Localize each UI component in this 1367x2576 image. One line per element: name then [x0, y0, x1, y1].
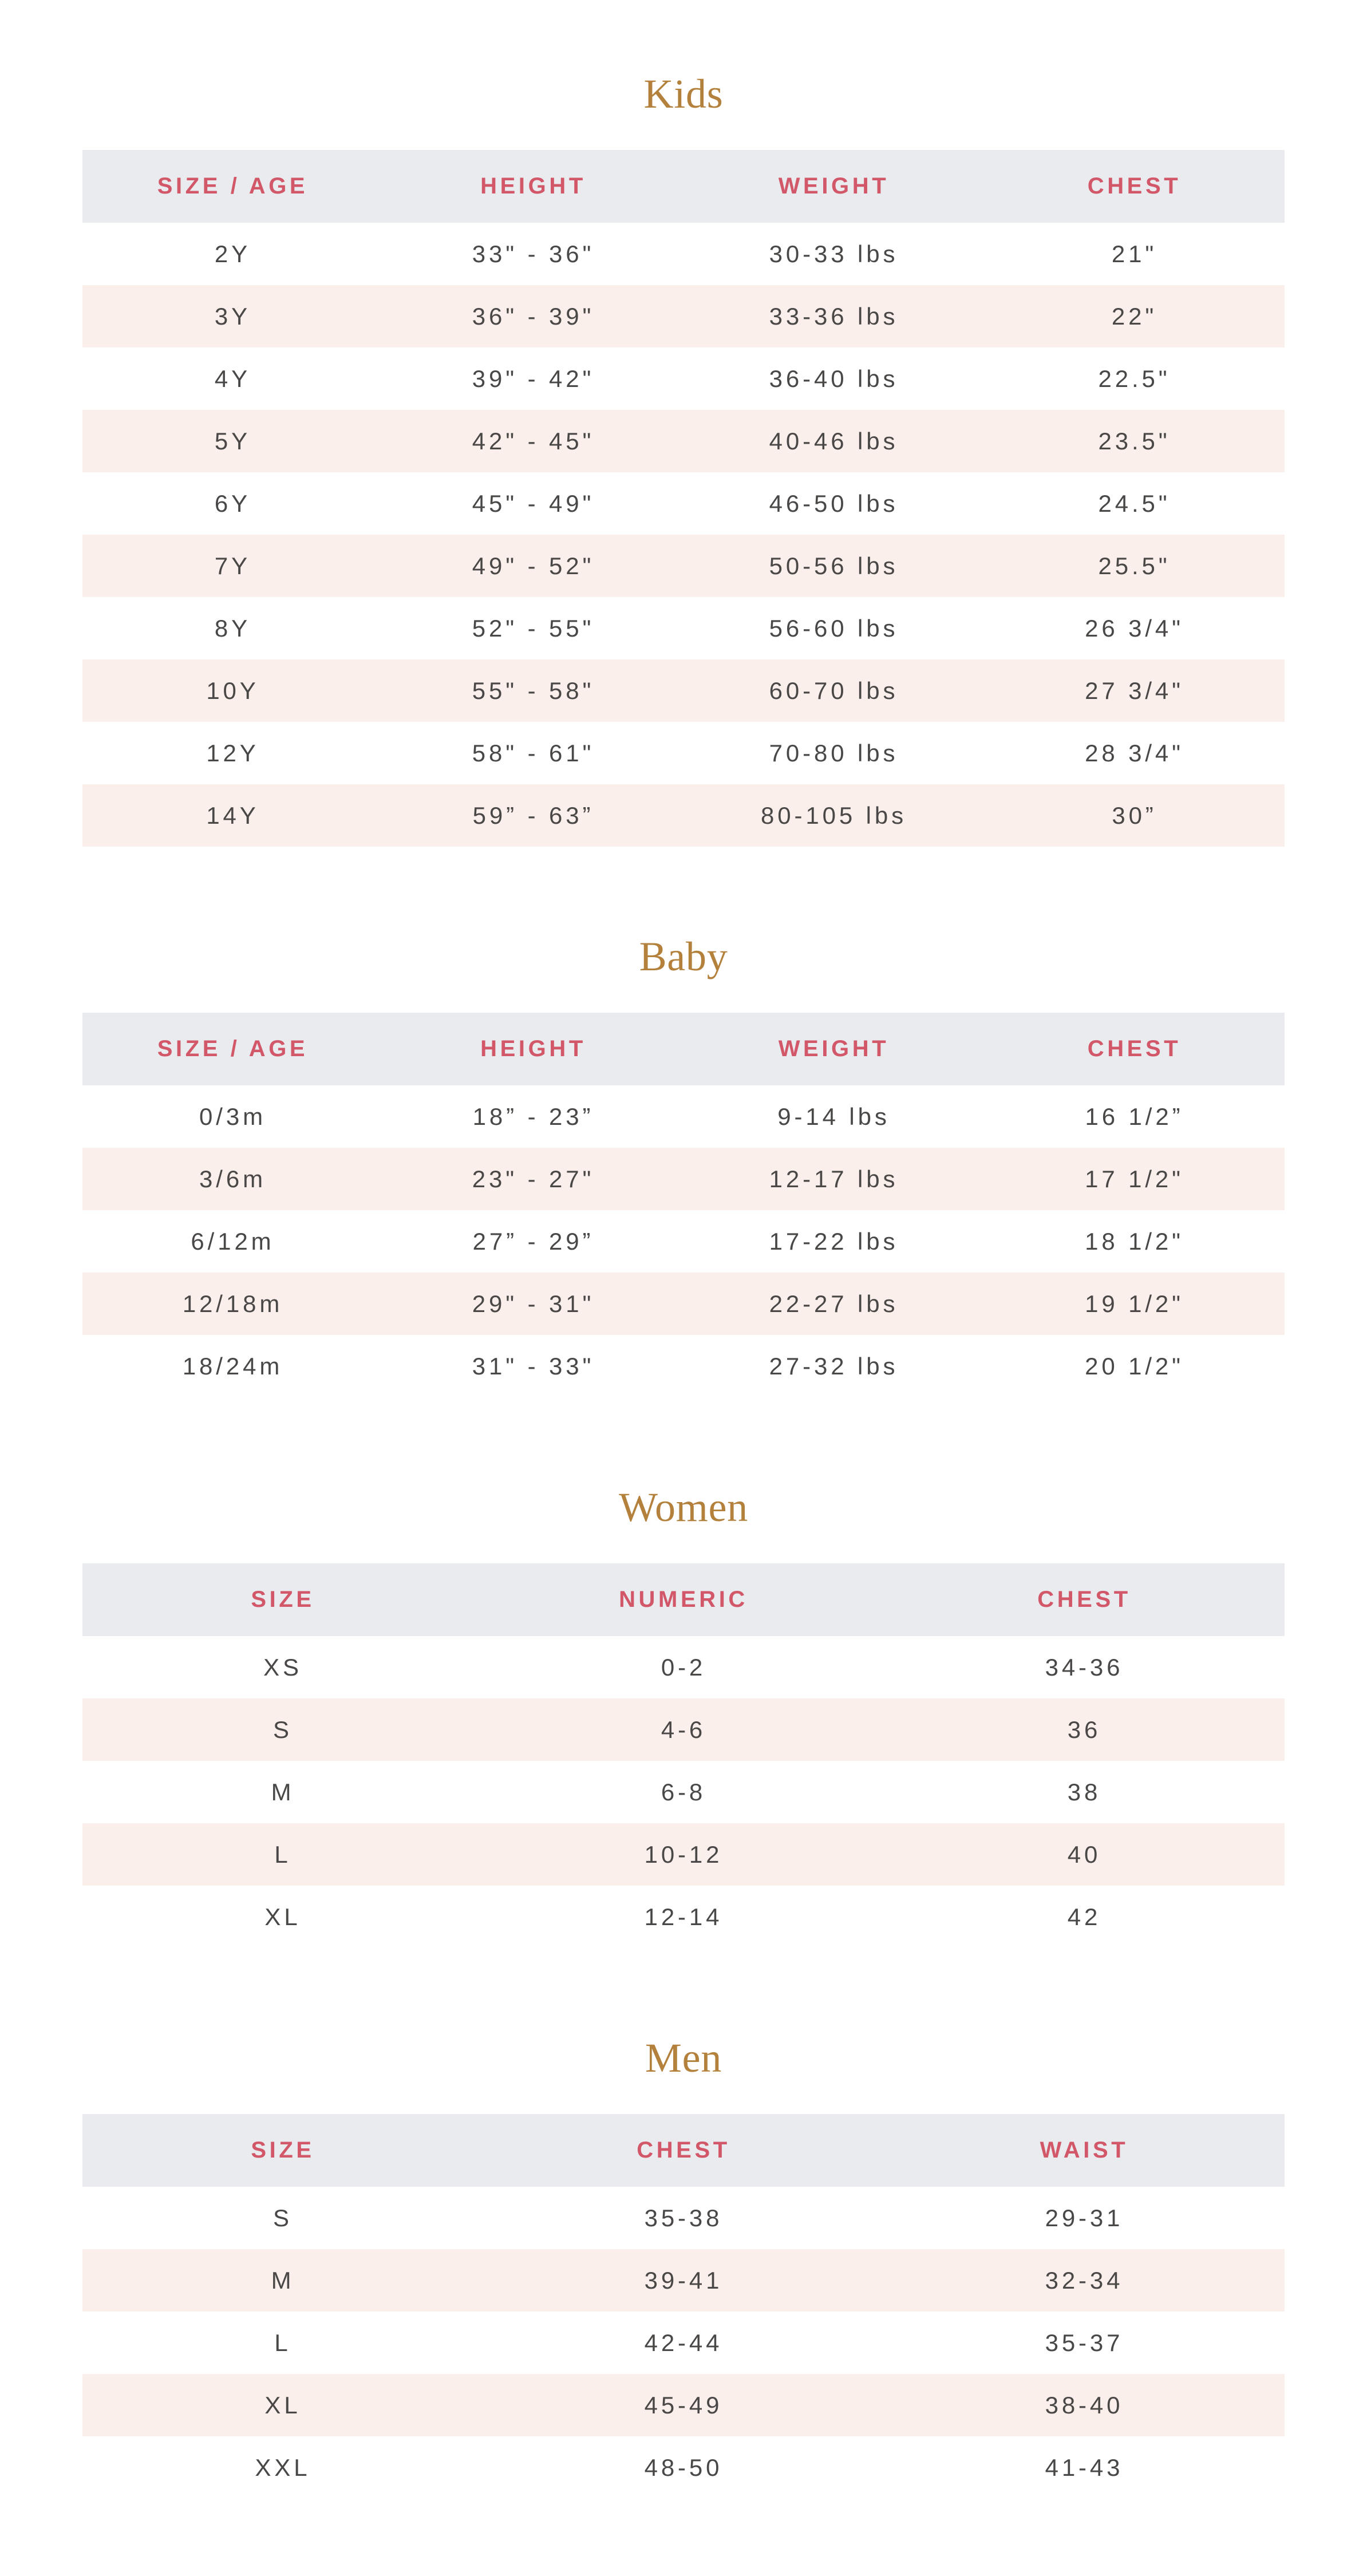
table-cell: 17-22 lbs [769, 1227, 899, 1255]
table-row [82, 2312, 1285, 2374]
table-cell: 56-60 lbs [769, 614, 899, 642]
column-header: SIZE [82, 1563, 483, 1636]
table-cell: 3Y [214, 302, 251, 330]
table-cell: 16 1/2” [1085, 1103, 1184, 1130]
section-women [0, 1481, 1367, 1948]
table-cell: 32-34 [1045, 2266, 1124, 2294]
table-cell: 22" [1111, 302, 1157, 330]
table-cell: 3/6m [199, 1165, 266, 1192]
table-cell: 8Y [214, 614, 251, 642]
column-header: NUMERIC [483, 1563, 884, 1636]
size-table-baby [82, 1013, 1285, 1397]
table-header-row [82, 2114, 1285, 2187]
table-row [82, 472, 1285, 535]
table-cell: 39" - 42" [472, 365, 595, 392]
table-cell: 9-14 lbs [777, 1103, 890, 1130]
table-cell: 42" - 45" [472, 427, 595, 455]
table-row [82, 1761, 1285, 1823]
table-cell: 33-36 lbs [769, 302, 899, 330]
table-cell: 29" - 31" [472, 1290, 595, 1317]
table-cell: 0/3m [199, 1103, 266, 1130]
table-cell: 6-8 [661, 1778, 706, 1805]
size-table-kids [82, 150, 1285, 847]
table-cell: 41-43 [1045, 2453, 1124, 2481]
section-title-women: Women [619, 1484, 748, 1530]
table-cell: 70-80 lbs [769, 739, 899, 767]
table-cell: 40 [1067, 1840, 1101, 1868]
table-cell: 29-31 [1045, 2204, 1124, 2231]
table-cell: 27 3/4" [1085, 677, 1184, 704]
table-row [82, 347, 1285, 410]
table-cell: L [274, 1840, 291, 1868]
table-cell: 18” - 23” [472, 1103, 594, 1130]
section-title-men: Men [645, 2035, 722, 2081]
table-cell: 27-32 lbs [769, 1352, 899, 1380]
table-cell: 17 1/2" [1085, 1165, 1184, 1192]
table-cell: 42-44 [644, 2329, 723, 2356]
table-header-row [82, 1563, 1285, 1636]
section-men [0, 2032, 1367, 2499]
column-header: WAIST [884, 2114, 1285, 2187]
table-cell: 14Y [206, 801, 259, 829]
table-row [82, 2187, 1285, 2249]
column-header: CHEST [884, 1563, 1285, 1636]
table-cell: 35-38 [644, 2204, 723, 2231]
table-cell: 35-37 [1045, 2329, 1124, 2356]
table-cell: 36" - 39" [472, 302, 595, 330]
table-cell: 23" - 27" [472, 1165, 595, 1192]
table-cell: XS [263, 1653, 302, 1681]
table-cell: 42 [1067, 1903, 1101, 1930]
table-row [82, 223, 1285, 285]
column-header: SIZE / AGE [82, 1013, 383, 1085]
section-kids [0, 68, 1367, 847]
table-cell: 36 [1067, 1716, 1101, 1743]
table-row [82, 1636, 1285, 1698]
table-cell: 39-41 [644, 2266, 723, 2294]
table-cell: 18 1/2" [1085, 1227, 1184, 1255]
column-header: HEIGHT [383, 1013, 684, 1085]
table-cell: 12-14 [644, 1903, 723, 1930]
table-cell: 27” - 29” [472, 1227, 594, 1255]
table-cell: 59” - 63” [472, 801, 594, 829]
table-cell: 10-12 [644, 1840, 723, 1868]
table-cell: 48-50 [644, 2453, 723, 2481]
table-cell: 2Y [214, 240, 251, 267]
table-cell: 28 3/4" [1085, 739, 1184, 767]
table-cell: S [273, 2204, 293, 2231]
table-cell: 4Y [214, 365, 251, 392]
column-header: WEIGHT [684, 150, 984, 223]
table-cell: 12/18m [182, 1290, 283, 1317]
table-cell: 49" - 52" [472, 552, 595, 579]
table-cell: 26 3/4" [1085, 614, 1184, 642]
table-row [82, 535, 1285, 597]
table-cell: 0-2 [661, 1653, 706, 1681]
table-row [82, 1886, 1285, 1948]
table-cell: 20 1/2" [1085, 1352, 1184, 1380]
table-cell: M [271, 2266, 295, 2294]
table-header-row [82, 150, 1285, 223]
table-row [82, 659, 1285, 722]
column-header: HEIGHT [383, 150, 684, 223]
table-cell: 55" - 58" [472, 677, 595, 704]
table-cell: 12Y [206, 739, 259, 767]
table-cell: 22-27 lbs [769, 1290, 899, 1317]
table-cell: 23.5" [1098, 427, 1171, 455]
table-cell: 5Y [214, 427, 251, 455]
table-cell: XL [264, 2391, 301, 2419]
table-cell: 36-40 lbs [769, 365, 899, 392]
table-header-row [82, 1013, 1285, 1085]
table-cell: 7Y [214, 552, 251, 579]
table-row [82, 1335, 1285, 1397]
table-cell: 25.5" [1098, 552, 1171, 579]
table-cell: XXL [255, 2453, 311, 2481]
table-cell: 80-105 lbs [761, 801, 907, 829]
table-cell: 52" - 55" [472, 614, 595, 642]
table-cell: 30-33 lbs [769, 240, 899, 267]
table-cell: 30” [1112, 801, 1157, 829]
table-row [82, 2249, 1285, 2312]
table-cell: 45" - 49" [472, 489, 595, 517]
column-header: CHEST [984, 150, 1285, 223]
table-cell: 58" - 61" [472, 739, 595, 767]
size-charts [0, 68, 1367, 2499]
table-cell: 34-36 [1045, 1653, 1124, 1681]
section-baby [0, 930, 1367, 1397]
table-row [82, 2436, 1285, 2499]
table-cell: 24.5" [1098, 489, 1171, 517]
column-header: CHEST [984, 1013, 1285, 1085]
table-cell: 6/12m [191, 1227, 275, 1255]
table-cell: 60-70 lbs [769, 677, 899, 704]
table-row [82, 2374, 1285, 2436]
table-row [82, 784, 1285, 847]
table-cell: 33" - 36" [472, 240, 595, 267]
column-header: WEIGHT [684, 1013, 984, 1085]
size-table-women [82, 1563, 1285, 1948]
table-cell: 45-49 [644, 2391, 723, 2419]
table-row [82, 1210, 1285, 1273]
table-cell: 31" - 33" [472, 1352, 595, 1380]
table-row [82, 1273, 1285, 1335]
table-cell: 22.5" [1098, 365, 1171, 392]
table-row [82, 410, 1285, 472]
column-header: SIZE [82, 2114, 483, 2187]
table-row [82, 285, 1285, 347]
table-cell: 50-56 lbs [769, 552, 899, 579]
table-row [82, 1823, 1285, 1886]
section-title-kids: Kids [643, 71, 724, 117]
table-cell: XL [264, 1903, 301, 1930]
table-row [82, 1085, 1285, 1148]
column-header: CHEST [483, 2114, 884, 2187]
column-header: SIZE / AGE [82, 150, 383, 223]
table-cell: 4-6 [661, 1716, 706, 1743]
table-cell: 38-40 [1045, 2391, 1124, 2419]
table-cell: 46-50 lbs [769, 489, 899, 517]
table-cell: L [274, 2329, 291, 2356]
table-cell: 10Y [206, 677, 259, 704]
section-title-baby: Baby [639, 934, 728, 979]
table-cell: S [273, 1716, 293, 1743]
table-cell: 6Y [214, 489, 251, 517]
table-row [82, 1148, 1285, 1210]
table-cell: 40-46 lbs [769, 427, 899, 455]
table-row [82, 597, 1285, 659]
table-cell: M [271, 1778, 295, 1805]
table-cell: 19 1/2" [1085, 1290, 1184, 1317]
size-table-men [82, 2114, 1285, 2499]
table-cell: 21" [1111, 240, 1157, 267]
table-cell: 12-17 lbs [769, 1165, 899, 1192]
table-row [82, 722, 1285, 784]
table-row [82, 1698, 1285, 1761]
table-cell: 18/24m [182, 1352, 283, 1380]
table-cell: 38 [1067, 1778, 1101, 1805]
